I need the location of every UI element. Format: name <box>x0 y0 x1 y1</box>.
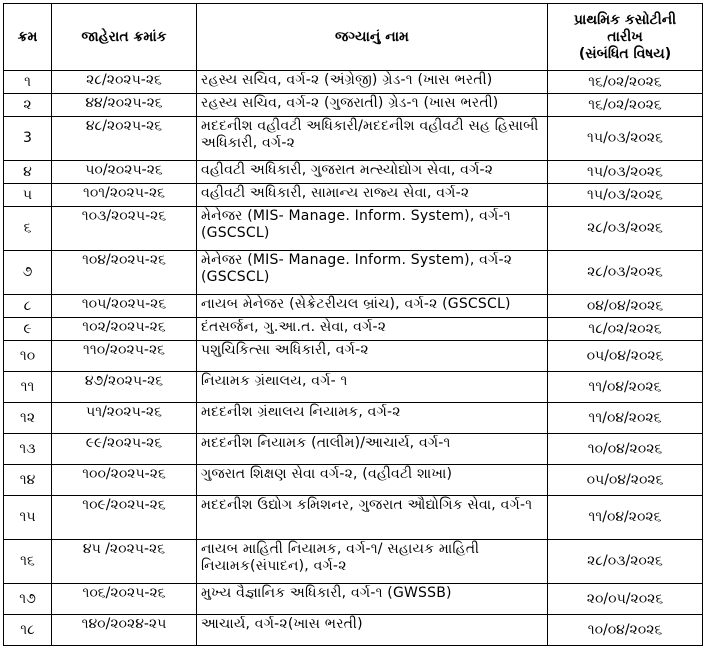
serial-cell: ૧૫ <box>4 496 52 540</box>
serial-cell: ૧૧ <box>4 372 52 403</box>
exam-schedule-table <box>3 3 703 646</box>
advertisement-cell: ૨૮/૨૦૨૫-૨૬ <box>52 71 197 94</box>
exam-date-cell: ૧૧/૦૪/૨૦૨૬ <box>548 496 703 540</box>
post-name-cell: વહીવટી અધિકારી, ગુજરાત મત્સ્યોદ્યોગ સેવા, વર્ગ-૨ <box>197 161 548 184</box>
post-name-cell: રહસ્ય સચિવ, વર્ગ-૨ (અંગ્રેજી) ગ્રેડ-૧ (ખાસ ભરતી) <box>197 71 548 94</box>
table-row <box>4 434 703 465</box>
post-name-cell: નાયબ માહિતી નિયામક, વર્ગ-૧/ સહાયક માહિતી નિયામક(સંપાદન), વર્ગ-૨ <box>197 540 548 584</box>
table-row <box>4 207 703 251</box>
advertisement-cell: ૧૪૦/૨૦૨૪-૨૫ <box>52 615 197 646</box>
serial-cell: ૯ <box>4 318 52 341</box>
post-name-cell: મદદનીશ ઉદ્યોગ કમિશનર, ગુજરાત ઔદ્યોગિક સેવા, વર્ગ-૧ <box>197 496 548 540</box>
advertisement-cell: ૪૮/૨૦૨૫-૨૬ <box>52 117 197 161</box>
advertisement-cell: ૯૯/૨૦૨૫-૨૬ <box>52 434 197 465</box>
advertisement-cell: ૫૦/૨૦૨૫-૨૬ <box>52 161 197 184</box>
exam-date-cell: ૨૮/૦૩/૨૦૨૬ <box>548 207 703 251</box>
table-row <box>4 341 703 372</box>
exam-date-cell: ૧૫/૦૩/૨૦૨૬ <box>548 117 703 161</box>
table-row <box>4 496 703 540</box>
serial-cell: ૧૮ <box>4 615 52 646</box>
serial-cell: ૧૬ <box>4 540 52 584</box>
table-body <box>4 71 703 646</box>
serial-cell: ૧૦ <box>4 341 52 372</box>
table-row <box>4 372 703 403</box>
advertisement-cell: ૧૦૧/૨૦૨૫-૨૬ <box>52 184 197 207</box>
table-row <box>4 540 703 584</box>
advertisement-cell: ૪૪/૨૦૨૫-૨૬ <box>52 94 197 117</box>
exam-date-cell: ૧૫/૦૩/૨૦૨૬ <box>548 161 703 184</box>
header-exam-date-line2: તારીખ <box>607 28 643 45</box>
serial-cell: ૬ <box>4 207 52 251</box>
serial-cell: ૪ <box>4 161 52 184</box>
serial-cell: ૧૭ <box>4 584 52 615</box>
post-name-cell: મેનેજર (MIS- Manage. Inform. System), વર્ગ-૨ (GSCSCL) <box>197 251 548 295</box>
post-name-cell: રહસ્ય સચિવ, વર્ગ-૨ (ગુજરાતી) ગ્રેડ-૧ (ખાસ ભરતી) <box>197 94 548 117</box>
header-advertisement-number: જાહેરાત ક્રમાંક <box>52 4 197 71</box>
serial-cell: ૧૩ <box>4 434 52 465</box>
advertisement-cell: ૪૭/૨૦૨૫-૨૬ <box>52 372 197 403</box>
table-row <box>4 584 703 615</box>
advertisement-cell: ૧૧૦/૨૦૨૫-૨૬ <box>52 341 197 372</box>
advertisement-cell: ૧૦૨/૨૦૨૫-૨૬ <box>52 318 197 341</box>
table-row <box>4 117 703 161</box>
post-name-cell: નાયબ મેનેજર (સેક્રેટરીયલ બ્રાંચ), વર્ગ-૨ (GSCSCL) <box>197 295 548 318</box>
serial-cell: ૮ <box>4 295 52 318</box>
table-row <box>4 94 703 117</box>
advertisement-cell: ૪૫ /૨૦૨૫-૨૬ <box>52 540 197 584</box>
table-row <box>4 251 703 295</box>
exam-date-cell: ૧૦/૦૪/૨૦૨૬ <box>548 615 703 646</box>
exam-date-cell: ૧૬/૦૨/૨૦૨૬ <box>548 71 703 94</box>
post-name-cell: દંતસર્જન, ગુ.આ.ત. સેવા, વર્ગ-૨ <box>197 318 548 341</box>
table-row <box>4 465 703 496</box>
exam-date-cell: ૧૫/૦૩/૨૦૨૬ <box>548 184 703 207</box>
serial-cell: ૧૪ <box>4 465 52 496</box>
table-row <box>4 161 703 184</box>
advertisement-cell: ૧૦૫/૨૦૨૫-૨૬ <box>52 295 197 318</box>
exam-date-cell: ૨૦/૦૫/૨૦૨૬ <box>548 584 703 615</box>
table-row <box>4 184 703 207</box>
header-post-name: જગ્યાનું નામ <box>197 4 548 71</box>
serial-cell: ૧૨ <box>4 403 52 434</box>
table-row <box>4 318 703 341</box>
post-name-cell: મદદનીશ વહીવટી અધિકારી/મદદનીશ વહીવટી સહ હિસાબી અધિકારી, વર્ગ-૨ <box>197 117 548 161</box>
header-serial: ક્રમ <box>4 4 52 71</box>
header-exam-date-line1: પ્રાથમિક કસોટીની <box>573 11 677 28</box>
advertisement-cell: ૧૦૯/૨૦૨૫-૨૬ <box>52 496 197 540</box>
exam-date-cell: ૧૦/૦૪/૨૦૨૬ <box>548 434 703 465</box>
post-name-cell: મુખ્ય વૈજ્ઞાનિક અધિકારી, વર્ગ-૧ (GWSSB) <box>197 584 548 615</box>
table-row <box>4 615 703 646</box>
exam-date-cell: ૧૬/૦૨/૨૦૨૬ <box>548 94 703 117</box>
post-name-cell: મદદનીશ ગ્રંથાલય નિયામક, વર્ગ-૨ <box>197 403 548 434</box>
header-exam-date <box>548 4 703 71</box>
exam-date-cell: ૨૮/૦૩/૨૦૨૬ <box>548 540 703 584</box>
advertisement-cell: ૫૧/૨૦૨૫-૨૬ <box>52 403 197 434</box>
header-row <box>4 4 703 71</box>
table-row <box>4 295 703 318</box>
post-name-cell: આચાર્ય, વર્ગ-૨(ખાસ ભરતી) <box>197 615 548 646</box>
advertisement-cell: ૧૦૪/૨૦૨૫-૨૬ <box>52 251 197 295</box>
advertisement-cell: ૧૦૩/૨૦૨૫-૨૬ <box>52 207 197 251</box>
table-row <box>4 403 703 434</box>
post-name-cell: નિયામક ગ્રંથાલય, વર્ગ- ૧ <box>197 372 548 403</box>
exam-date-cell: ૦૫/૦૪/૨૦૨૬ <box>548 341 703 372</box>
table-header <box>4 4 703 71</box>
serial-cell: ૭ <box>4 251 52 295</box>
serial-cell: ૨ <box>4 94 52 117</box>
table-row <box>4 71 703 94</box>
exam-date-cell: ૦૪/૦૪/૨૦૨૬ <box>548 295 703 318</box>
post-name-cell: વહીવટી અધિકારી, સામાન્ય રાજ્ય સેવા, વર્ગ-૨ <box>197 184 548 207</box>
exam-date-cell: ૦૫/૦૪/૨૦૨૬ <box>548 465 703 496</box>
advertisement-cell: ૧૦૬/૨૦૨૫-૨૬ <box>52 584 197 615</box>
post-name-cell: મેનેજર (MIS- Manage. Inform. System), વર્ગ-૧ (GSCSCL) <box>197 207 548 251</box>
post-name-cell: ગુજરાત શિક્ષણ સેવા વર્ગ-૨, (વહીવટી શાખા) <box>197 465 548 496</box>
exam-date-cell: ૧૧/૦૪/૨૦૨૬ <box>548 403 703 434</box>
exam-date-cell: ૧૮/૦૨/૨૦૨૬ <box>548 318 703 341</box>
exam-date-cell: ૨૮/૦૩/૨૦૨૬ <box>548 251 703 295</box>
serial-cell: ૫ <box>4 184 52 207</box>
exam-date-cell: ૧૧/૦૪/૨૦૨૬ <box>548 372 703 403</box>
serial-cell: ૧ <box>4 71 52 94</box>
advertisement-cell: ૧૦૦/૨૦૨૫-૨૬ <box>52 465 197 496</box>
header-exam-date-line3: (સંબંધિત વિષય) <box>578 45 672 62</box>
serial-cell: 3 <box>4 117 52 161</box>
post-name-cell: પશુચિકિત્સા અધિકારી, વર્ગ-૨ <box>197 341 548 372</box>
post-name-cell: મદદનીશ નિયામક (તાલીમ)/આચાર્ય, વર્ગ-૧ <box>197 434 548 465</box>
